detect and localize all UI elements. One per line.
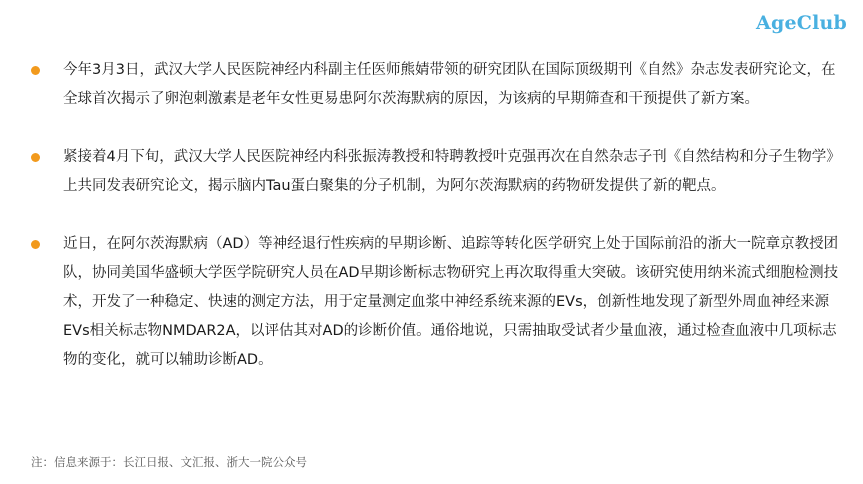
bullet-text: 今年3月3日，武汉大学人民医院神经内科副主任医师熊婧带领的研究团队在国际顶级期刊《自然》杂志发表研究论文，在全球首次揭示了卵泡刺激素是老年女性更易患阿尔茨海默病的原因，为该病的早期筛查和干预提供了新方案。 [63, 62, 836, 107]
bullet-item [31, 56, 843, 114]
logo-part-age: Age [756, 12, 797, 34]
source-footnote: 注：信息来源于：长江日报、文汇报、浙大一院公众号 [31, 455, 307, 469]
bullet-dot-icon [31, 66, 40, 75]
bullet-dot-icon [31, 153, 40, 162]
bullet-item [31, 230, 843, 375]
bullet-text: 紧接着4月下旬，武汉大学人民医院神经内科张振涛教授和特聘教授叶克强再次在自然杂志子刊《自然结构和分子生物学》上共同发表研究论文，揭示脑内Tau蛋白聚集的分子机制，为阿尔茨海默病的药物研发提供了新的靶点。 [63, 149, 841, 194]
ageclub-logo [756, 14, 847, 33]
bullet-item [31, 143, 843, 201]
bullet-text: 近日，在阿尔茨海默病（AD）等神经退行性疾病的早期诊断、追踪等转化医学研究上处于国际前沿的浙大一院章京教授团队，协同美国华盛顿大学医学院研究人员在AD早期诊断标志物研究上再次取得重大突破。该研究使用纳米流式细胞检测技术，开发了一种稳定、快速的测定方法，用于定量测定血浆中神经系统来源的EVs，创新性地发现了新型外周血神经来源EVs相关标志物NMDAR2A，以评估其对AD的诊断价值。通俗地说，只需抽取受试者少量血液，通过检查血液中几项标志物的变化，就可以辅助诊断AD。 [63, 236, 839, 368]
bullet-dot-icon [31, 240, 40, 249]
logo-part-club: Club [796, 12, 847, 34]
bullet-list [31, 56, 843, 375]
